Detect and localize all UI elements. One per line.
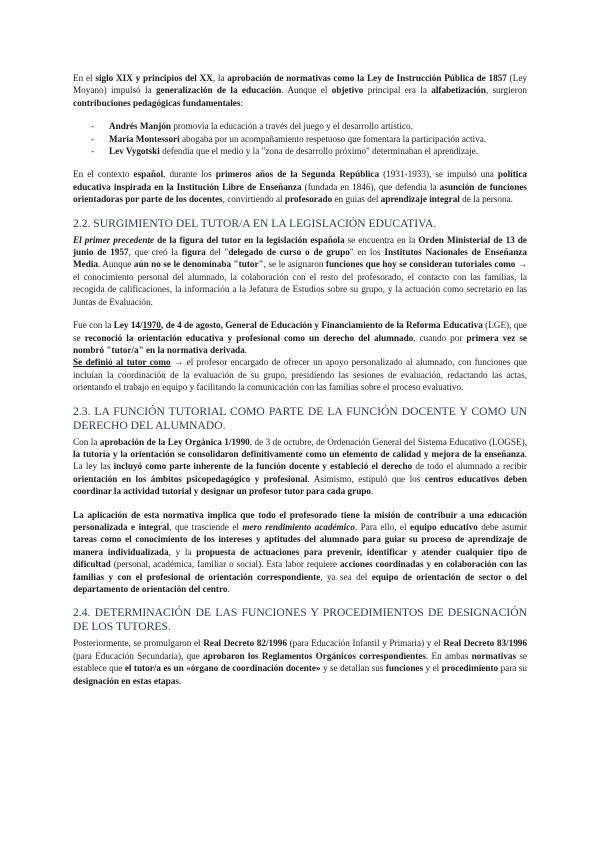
text-run: , se le asignaron (263, 259, 326, 270)
bold-run: aprobación de la Ley Orgánica 1/1990 (99, 436, 250, 447)
text-run: (LGE), que se (73, 320, 528, 343)
bold-run: delegado de curso o de grupo (228, 247, 350, 258)
text-run: , surgieron (485, 85, 528, 96)
bold-run: Lev Vygotski (109, 146, 160, 157)
section-2-2-paragraph-1 (73, 234, 527, 308)
bold-run: de la figura del tutor en la legislación española (154, 234, 345, 245)
text-run: . Aunque el (281, 85, 332, 96)
bold-run: Institutos Nacionales de Enseñanza Media (73, 247, 527, 270)
bold-run: incluyó como parte inherente de la función docente y estableció el derecho (113, 461, 413, 472)
section-heading-2-4: 2.4. DETERMINACIÓN DE LAS FUNCIONES Y PROCEDIMIENTOS DE DESIGNACIÓN DE LOS TUTORES. (73, 606, 527, 634)
bold-run: equipo educativo (410, 521, 478, 532)
text-run: , durante los (163, 169, 216, 180)
text-run: . La ley las (73, 448, 527, 472)
text-run: (fundada en 1846), que defendía la (301, 181, 440, 192)
bold-run: generalización de la educación (155, 85, 282, 96)
section-heading-2-2: 2.2. SURGIMIENTO DEL TUTOR/A EN LA LEGISLACIÓN EDUCATIVA. (73, 216, 437, 230)
text-run: . Para ello, el (354, 521, 410, 532)
bold-run: tareas como el conocimiento de los intereses y aptitudes del alumnado para guiar su proceso de aprendizaje de manera individualizada (73, 534, 527, 557)
bold-run: figura (181, 247, 206, 258)
text-run: Posteriormente, se promulgaron el (73, 638, 204, 649)
text-run: para su (498, 663, 527, 674)
bold-run: funciones (385, 663, 424, 674)
bold-run: asunción de funciones orientadoras por parte de los docentes (73, 181, 527, 205)
text-run: , cuando por (413, 332, 467, 343)
text-run: en guías del (332, 194, 381, 205)
text-run: , de 3 de octubre, de Ordenación General del Sistema Educativo (LOGSE), (249, 436, 527, 447)
bold-run: procedimiento (441, 663, 499, 674)
text-run: (para Educación Infantil y Primaria) y el (286, 638, 444, 649)
bold-run: propuesta de actuaciones para prevenir, identificar y atender cualquier tipo de dificultad (73, 546, 527, 570)
text-run: . (244, 344, 248, 355)
bold-run: la tutoría y la orientación se consolidaron definitivamente como un elemento de calidad y mejora de la enseñanza (73, 448, 525, 459)
text-run: " en los (349, 247, 385, 258)
text-run: (para Educación Secundaria), que (73, 650, 204, 661)
text-run: de la persona. (459, 194, 513, 205)
text-run: En el contexto (73, 169, 134, 180)
bold-run: primeros años de la Segunda República (215, 169, 380, 180)
list-item (73, 145, 527, 157)
text-run: En el (73, 73, 96, 83)
text-run: promovía la educación a través del juego y el desarrollo artístico. (171, 121, 413, 132)
bold-italic-run: El primer precedente (73, 234, 155, 245)
list-item (73, 133, 527, 145)
section-2-3-paragraph-2 (73, 509, 527, 596)
text-run: debe asumir (477, 521, 527, 532)
text-run: . (227, 584, 230, 594)
bold-run: La aplicación de esta normativa implica que todo el profesorado tiene la misión de contribuir a una educación personalizada e integral (73, 509, 527, 532)
text-run: , convirtiendo al (222, 194, 285, 205)
text-run: abogaba por un acompañamiento respetuoso que fomentara la participación activa. (179, 133, 487, 144)
bold-run: español (133, 169, 164, 180)
bold-run: reconoció la orientación educativa y profesional como un derecho del alumnado (84, 332, 414, 343)
bold-run: alfabetización (431, 85, 486, 96)
bold-run: Orden Ministerial de 13 de junio de 1957 (73, 234, 527, 258)
bold-run: acciones coordinadas y en colaboración con las familias y con el profesional de orientación correspondiente (73, 559, 527, 582)
text-run: (Ley Moyano) impulsó la (73, 73, 527, 96)
text-run: . (371, 486, 374, 497)
text-run: y el (423, 663, 442, 674)
bold-run: Real Decreto 83/1996 (443, 638, 527, 649)
bold-run: Real Decreto 82/1996 (203, 638, 287, 649)
bold-run: María Montessori (109, 133, 180, 144)
bold-run: siglo XIX y principios del XX (95, 73, 213, 83)
text-run: se establece que (73, 650, 527, 674)
text-run: → el conocimiento personal del alumnado, la colaboración con el resto del profesorado, el contacto con las familias, la recogida de calificaciones, la información a la Jefatura de Estudios sobre su grupo, y la actuación como secretario en las Juntas de Evaluación. (73, 259, 527, 307)
text-run: Con la (73, 436, 100, 447)
text-run: defendía que el medio y la "zona de desarrollo próximo" determinaban el aprendizaje. (159, 146, 479, 157)
pedagogues-list (73, 120, 527, 157)
text-run: del " (205, 247, 229, 258)
underlined-run: 1970 (142, 320, 161, 331)
text-run: . Asimismo, estipuló que los (307, 473, 425, 484)
bold-run: política educativa inspirada en la Institución Libre de Enseñanza (73, 169, 527, 192)
section-2-4-paragraph-1 (73, 637, 527, 687)
underlined-run: Se definió al tutor como (73, 357, 171, 368)
text-run: , y la (168, 546, 197, 557)
text-run: . (178, 675, 182, 686)
section-heading-2-3: 2.3. LA FUNCIÓN TUTORIAL COMO PARTE DE LA FUNCIÓN DOCENTE Y COMO UN DERECHO DEL ALUMNADO. (73, 404, 527, 432)
section-2-2-paragraph-2 (73, 319, 527, 356)
text-run: (personal, académica, familiar o social). Esta labor requiere (110, 559, 340, 570)
text-run: de todo el alumnado a recibir (412, 461, 527, 472)
bold-run: aún no se le denominaba "tutor" (133, 259, 264, 270)
text-run: . Aunque (98, 259, 134, 270)
text-run: se encuentra en la (344, 234, 419, 245)
text-run: . En ambas (425, 650, 472, 661)
bold-run: Ley 14/ (113, 320, 143, 331)
text-run: , que creó la (128, 247, 182, 258)
bold-run: profesorado (284, 194, 333, 205)
text-run: (1931-1933), se impulsó una (379, 169, 498, 180)
intro-paragraph (73, 72, 527, 109)
bold-run: objetivo (331, 85, 364, 96)
bold-run: aprobación de normativas como la Ley de Instrucción Pública de 1857 (227, 73, 507, 83)
text-run: , la (212, 73, 228, 83)
bold-run: contribuciones pedagógicas fundamentales (73, 97, 241, 108)
text-run: : (240, 97, 243, 108)
bold-run: designación en estas etapas (73, 675, 179, 686)
text-run: principal era la (363, 85, 432, 96)
section-2-2-paragraph-3 (73, 356, 527, 393)
bold-run: funciones que hoy se consideran tutoriales como (325, 259, 516, 270)
text-run: y se detallan sus (320, 663, 386, 674)
bold-run: normativas (471, 650, 517, 661)
text-run: , que trasciende el (169, 521, 243, 532)
bold-run: aprobaron los Reglamentos Orgánicos correspondientes (203, 650, 426, 661)
republic-paragraph (73, 168, 527, 205)
text-run: Fue con la (73, 320, 114, 331)
bold-run: centros educativos deben coordinar la actividad tutorial y designar un profesor tutor para cada grupo (73, 473, 527, 497)
bold-run: aprendizaje integral (380, 194, 460, 205)
bold-italic-run: mero rendimiento académico (242, 521, 355, 532)
list-item (73, 120, 527, 132)
bold-run: Andrés Manjón (109, 121, 172, 132)
bold-run: el tutor/a es un «órgano de coordinación docente» (124, 663, 321, 674)
bold-run: orientación en los ámbitos psicopedagógico y profesional (73, 473, 308, 484)
bold-run: primera vez se nombró "tutor/a" en la normativa derivada (73, 332, 528, 355)
bold-run: equipo de orientación de sector o del departamento de orientación del centro (73, 571, 527, 594)
text-run: → el profesor encargado de ofrecer un apoyo personalizado al alumnado, con funciones que incluían la coordinación de la evaluación de su grupo, presidiendo las sesiones de evaluación, redactando las actas, orientando el trabajo en equipo y facilitando la comunicación con las familias sobre el proceso evaluativo. (73, 357, 527, 393)
document-body (73, 72, 527, 698)
text-run: , ya sea del (320, 571, 372, 582)
section-2-3-paragraph-1 (73, 436, 527, 498)
bold-run: , de 4 de agosto, General de Educación y Financiamiento de la Reforma Educativa (160, 320, 483, 331)
